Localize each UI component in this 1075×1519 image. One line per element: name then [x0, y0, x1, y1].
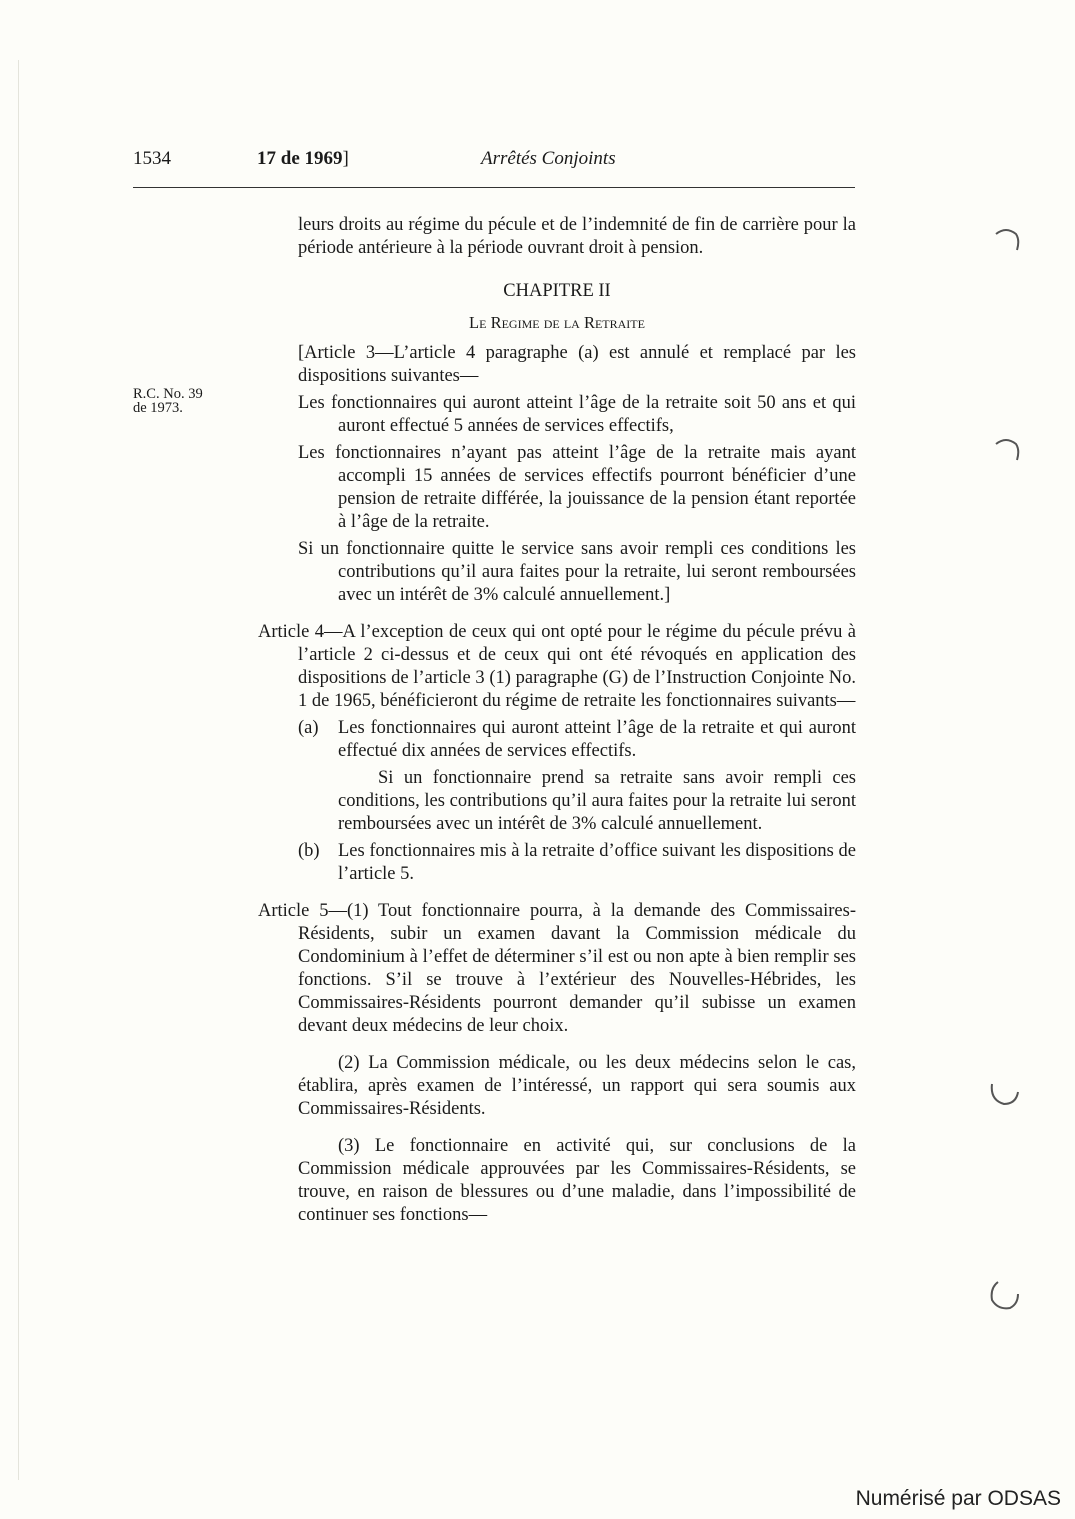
article-4-item-b: [258, 840, 856, 886]
year-reference: 17 de 1969]: [257, 148, 349, 169]
margin-note: [133, 387, 203, 415]
running-header: [133, 148, 855, 172]
item-text: Les fonctionnaires mis à la retraite d’office suivant les dispositions de l’article 5.: [338, 841, 856, 884]
punch-hole-icon: [990, 436, 1022, 470]
page-edge: [18, 60, 19, 1480]
scan-watermark: Numérisé par ODSAS: [855, 1487, 1061, 1510]
running-title: Arrêtés Conjoints: [481, 148, 616, 169]
article-4-item-a: [258, 717, 856, 836]
article-3-lead: [Article 3—L’article 4 paragraphe (a) est annulé et remplacé par les dispositions suivantes—: [298, 343, 856, 386]
punch-hole-icon: [990, 226, 1022, 260]
intro-paragraph: leurs droits au régime du pécule et de l’indemnité de fin de carrière pour la période antérieure à la période ouvrant droit à pension.: [298, 215, 856, 258]
punch-hole-icon: [988, 1074, 1020, 1108]
chapter-subtitle: Le Regime de la Retraite: [469, 313, 645, 332]
item-label: (a): [298, 718, 319, 738]
page-number: 1534: [133, 148, 171, 169]
item-text: Les fonctionnaires qui auront atteint l’âge de la retraite et qui auront effectué dix années de services effectifs.: [338, 718, 856, 761]
article-3-paragraph: Les fonctionnaires n’ayant pas atteint l’âge de la retraite mais ayant accompli 15 années de services effectifs pourront bénéficier d’une pension de retraite différée, la jouissance de la pension étant reportée à l’âge de la retraite.: [298, 443, 856, 532]
article-3-paragraph: Si un fonctionnaire quitte le service sans avoir rempli ces conditions les contributions qu’il aura faites pour la retraite, lui seront remboursées avec un intérêt de 3% calculé annuellement.]: [298, 539, 856, 605]
document-body: [258, 214, 856, 1227]
article-5-paragraph-2: (2) La Commission médicale, ou les deux médecins selon le cas, établira, après examen de l’intéressé, un rapport qui sera soumis aux Commissaires-Résidents.: [298, 1053, 856, 1119]
article-5-paragraph-3: (3) Le fonctionnaire en activité qui, sur conclusions de la Commission médicale approuvées par les Commissaires-Résidents, se trouve, en raison de blessures ou d’une maladie, dans l’impossibilité de continuer ses fonctions—: [298, 1136, 856, 1225]
punch-hole-icon: [988, 1278, 1020, 1312]
article-5-paragraph-1: Article 5—(1) Tout fonctionnaire pourra, à la demande des Commissaires-Résidents, subir un examen davant la Commission médicale du Condominium à l’effet de déterminer s’il est ou non apte à bien remplir ses fonctions. S’il se trouve à l’extérieur des Nouvelles-Hébrides, les Commissaires-Résidents pourront demander qu’il subisse un examen devant deux médecins de leur choix.: [258, 901, 856, 1036]
header-rule: [133, 187, 855, 188]
margin-note-line: R.C. No. 39: [133, 386, 203, 402]
chapter-title: CHAPITRE II: [503, 281, 611, 301]
margin-note-line: de 1973.: [133, 400, 183, 416]
article-4-lead: Article 4—A l’exception de ceux qui ont opté pour le régime du pécule prévu à l’article 2 ci-dessus et de ceux qui ont été révoqués en application des dispositions de l’article 3 (1) paragraphe (G) de l’Instruction Conjointe No. 1 de 1965, bénéficieront du régime de retraite les fonctionnaires suivants—: [258, 622, 856, 711]
item-label: (b): [298, 841, 320, 861]
item-subparagraph: Si un fonctionnaire prend sa retraite sans avoir rempli ces conditions, les contributions qu’il aura faites pour la retraite lui seront remboursées avec un intérêt de 3% calculé annuellement.: [338, 768, 856, 834]
article-3-paragraph: Les fonctionnaires qui auront atteint l’âge de la retraite soit 50 ans et qui auront effectué 5 années de services effectifs,: [298, 393, 856, 436]
